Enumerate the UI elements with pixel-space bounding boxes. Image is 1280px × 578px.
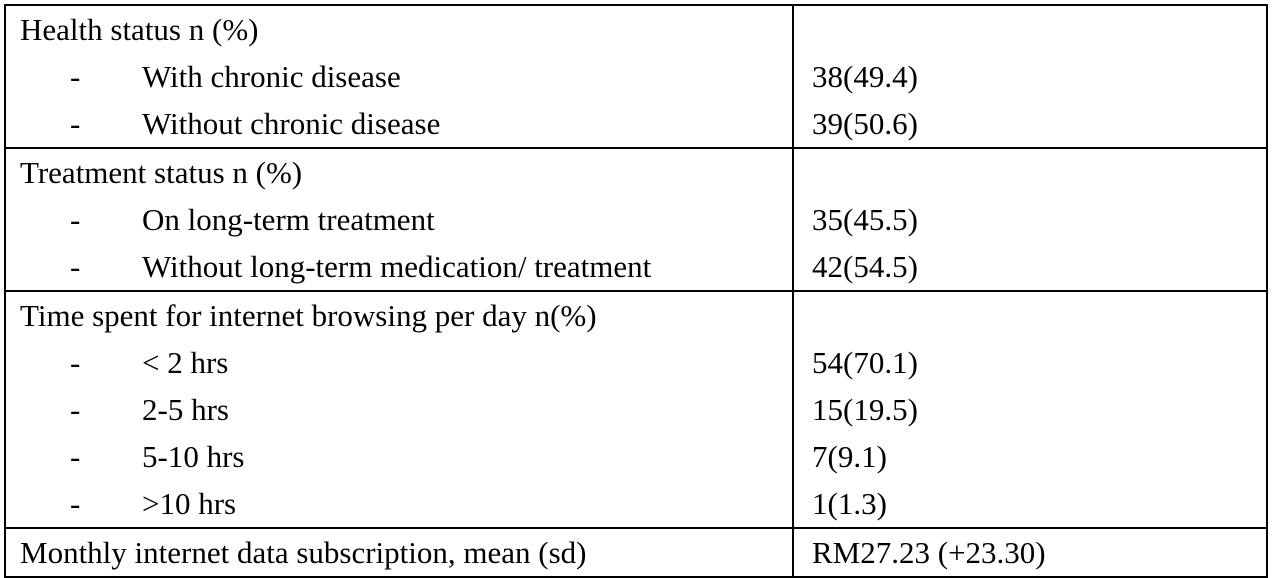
bullet-dash: - (70, 486, 81, 521)
bullet-dash: - (70, 202, 81, 237)
row-value: 35(45.5) (812, 202, 918, 237)
bullet-dash: - (70, 392, 81, 427)
row-value: 39(50.6) (812, 106, 918, 141)
table-row (5, 339, 1267, 386)
row-value: 38(49.4) (812, 59, 918, 94)
row-label: Without chronic disease (142, 106, 441, 141)
section-heading: Health status n (%) (20, 12, 259, 47)
table-row (5, 480, 1267, 528)
table-row (5, 53, 1267, 100)
table-row (5, 196, 1267, 243)
row-label: 2-5 hrs (142, 392, 229, 427)
statistics-table (4, 4, 1268, 578)
row-value: 15(19.5) (812, 392, 918, 427)
bullet-dash: - (70, 345, 81, 380)
summary-value: RM27.23 (+23.30) (812, 535, 1046, 570)
table-row (5, 243, 1267, 291)
row-value: 54(70.1) (812, 345, 918, 380)
row-value: 7(9.1) (812, 439, 887, 474)
section-heading-row (5, 148, 1267, 196)
row-value: 42(54.5) (812, 249, 918, 284)
table-row (5, 100, 1267, 148)
row-label: With chronic disease (142, 59, 401, 94)
table-row (5, 386, 1267, 433)
section-heading: Treatment status n (%) (20, 155, 303, 190)
bullet-dash: - (70, 59, 81, 94)
row-label: >10 hrs (142, 486, 237, 521)
row-label: < 2 hrs (142, 345, 229, 380)
bullet-dash: - (70, 439, 81, 474)
row-label: 5-10 hrs (142, 439, 245, 474)
summary-label: Monthly internet data subscription, mean (sd) (20, 535, 587, 570)
section-heading-row (5, 5, 1267, 53)
bullet-dash: - (70, 249, 81, 284)
row-label: On long-term treatment (142, 202, 435, 237)
summary-row (5, 528, 1267, 577)
bullet-dash: - (70, 106, 81, 141)
section-heading: Time spent for internet browsing per day n(%) (20, 298, 597, 333)
section-heading-row (5, 291, 1267, 339)
table-row (5, 433, 1267, 480)
row-value: 1(1.3) (812, 486, 887, 521)
row-label: Without long-term medication/ treatment (142, 249, 652, 284)
